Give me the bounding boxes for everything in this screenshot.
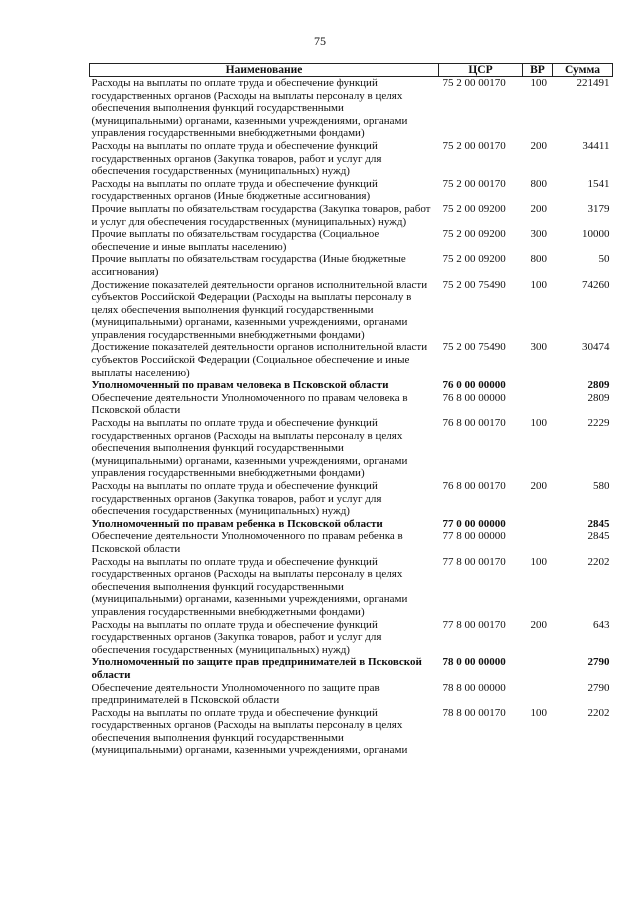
row-name: Прочие выплаты по обязательствам государства (Иные бюджетные ассигнования) [91,253,406,278]
row-vr [523,656,553,681]
table-row [90,140,613,178]
table-row [90,228,613,253]
header-name: Наименование [90,64,439,77]
row-vr: 100 [530,555,547,568]
row-sum: 580 [593,480,610,492]
row-csr: 77 8 00 00170 [442,618,506,631]
table-row [90,379,613,392]
row-sum: 50 [598,253,610,266]
row-vr: 100 [530,706,547,719]
row-vr: 100 [530,417,547,430]
row-vr: 200 [530,618,547,631]
row-csr: 75 2 00 09200 [442,228,506,241]
row-name: Расходы на выплаты по оплате труда и обеспечение функций государственных органов (Расходы на выплаты персоналу в целях обеспечения выполнения функций государственными (муниципальными) органами, казенными учреждениями, органами управления государственными внебюджетными фондами) [91,77,408,140]
row-csr: 76 8 00 00000 [442,391,506,404]
table-row [90,77,613,140]
row-name: Обеспечение деятельности Уполномоченного по правам человека в Псковской области [91,391,408,417]
row-name: Расходы на выплаты по оплате труда и обеспечение функций государственных органов (Расходы на выплаты персоналу в целях обеспечения выполнения функций государственными (муниципальными) органами, казенными учреждениями, органами [91,706,408,757]
row-vr: 300 [530,341,547,354]
header-vr: ВР [523,64,553,77]
row-csr: 78 8 00 00170 [442,706,506,719]
row-vr: 300 [530,228,547,241]
row-name: Расходы на выплаты по оплате труда и обеспечение функций государственных органов (Закупка товаров, работ и услуг для обеспечения государственных (муниципальных) нужд) [91,480,382,518]
table-row [90,253,613,278]
row-name: Уполномоченный по защите прав предпринимателей в Псковской области [91,656,422,681]
table-row [90,392,613,417]
row-csr: 77 8 00 00000 [442,530,506,543]
table-row [90,178,613,203]
row-sum: 10000 [582,228,610,241]
row-vr: 800 [530,253,547,266]
row-csr: 76 8 00 00170 [442,417,506,430]
row-sum: 2202 [587,555,610,568]
row-sum: 2790 [587,656,610,669]
row-sum: 2809 [587,391,610,404]
table-row [90,682,613,707]
row-csr: 76 0 00 00000 [442,379,506,392]
row-name: Обеспечение деятельности Уполномоченного по правам ребенка в Псковской области [91,530,403,555]
header-sum: Сумма [553,64,613,77]
row-sum: 2809 [587,379,610,392]
table-row [90,707,613,757]
row-name: Расходы на выплаты по оплате труда и обеспечение функций государственных органов (Расходы на выплаты персоналу в целях обеспечения выполнения функций государственными (муниципальными) органами, казенными учреждениями, органами управления государственными внебюджетными фондами) [91,555,408,618]
row-vr: 200 [530,202,547,215]
row-csr: 77 0 00 00000 [442,517,506,530]
row-csr: 76 8 00 00170 [442,480,506,492]
row-name: Достижение показателей деятельности органов исполнительной власти субъектов Российской Федерации (Расходы на выплаты персоналу в целях обеспечения выполнения функций государственными (муниципальными) органами, казенными учреждениями, органами управления государственными внебюджетными фондами) [91,278,428,341]
table-row [90,619,613,657]
row-csr: 78 0 00 00000 [442,656,506,669]
row-vr [523,379,553,392]
row-sum: 74260 [582,278,610,291]
row-name: Уполномоченный по правам человека в Псковской области [91,379,389,392]
row-vr [523,530,553,555]
row-sum: 2845 [587,530,610,543]
row-sum: 34411 [582,139,610,152]
table-row [90,341,613,379]
row-name: Расходы на выплаты по оплате труда и обеспечение функций государственных органов (Закупка товаров, работ и услуг для обеспечения государственных (муниципальных) нужд) [91,618,382,656]
row-name: Достижение показателей деятельности органов исполнительной власти субъектов Российской Федерации (Социальное обеспечение и иные выплаты населению) [91,341,428,379]
page-number: 75 [314,34,326,48]
row-sum: 2845 [587,517,610,530]
table-row [90,530,613,555]
table-header-row [90,64,613,77]
budget-table [89,63,613,757]
row-name: Расходы на выплаты по оплате труда и обеспечение функций государственных органов (Иные бюджетные ассигнования) [91,177,378,203]
row-vr: 100 [530,77,547,89]
row-vr [523,518,553,531]
row-name: Прочие выплаты по обязательствам государства (Социальное обеспечение и иные выплаты населению) [91,228,380,253]
row-vr: 200 [530,139,547,152]
row-sum: 2790 [587,681,610,694]
row-sum: 2229 [587,417,610,430]
table-row [90,417,613,480]
row-sum: 221491 [576,77,610,89]
row-csr: 77 8 00 00170 [442,555,506,568]
table-body [90,77,613,758]
row-name: Обеспечение деятельности Уполномоченного по защите прав предпринимателей в Псковской области [91,681,380,707]
table-row [90,518,613,531]
header-csr: ЦСР [439,64,523,77]
row-csr: 75 2 00 09200 [442,202,506,215]
row-name: Уполномоченный по правам ребенка в Псковской области [91,517,383,530]
table-row [90,203,613,228]
row-name: Расходы на выплаты по оплате труда и обеспечение функций государственных органов (Расходы на выплаты персоналу в целях обеспечения выполнения функций государственными (муниципальными) органами, казенными учреждениями, органами управления государственными внебюджетными фондами) [91,417,408,480]
row-csr: 78 8 00 00000 [442,681,506,694]
row-sum: 1541 [587,177,610,190]
row-sum: 2202 [587,706,610,719]
row-csr: 75 2 00 00170 [442,177,506,190]
row-name: Прочие выплаты по обязательствам государства (Закупка товаров, работ и услуг для обеспечения государственных (муниципальных) нужд) [91,202,431,228]
row-sum: 643 [593,618,610,631]
row-vr [523,682,553,707]
row-csr: 75 2 00 09200 [442,253,506,266]
row-vr [523,392,553,417]
row-vr: 200 [530,480,547,492]
row-sum: 3179 [587,202,610,215]
row-vr: 100 [530,278,547,291]
table-row [90,656,613,681]
table-row [90,480,613,518]
table-row [90,279,613,342]
row-csr: 75 2 00 75490 [442,278,506,291]
row-vr: 800 [530,177,547,190]
row-csr: 75 2 00 75490 [442,341,506,354]
row-csr: 75 2 00 00170 [442,139,506,152]
row-csr: 75 2 00 00170 [442,77,506,89]
row-sum: 30474 [582,341,610,354]
row-name: Расходы на выплаты по оплате труда и обеспечение функций государственных органов (Закупка товаров, работ и услуг для обеспечения государственных (муниципальных) нужд) [91,139,382,178]
table-row [90,556,613,619]
